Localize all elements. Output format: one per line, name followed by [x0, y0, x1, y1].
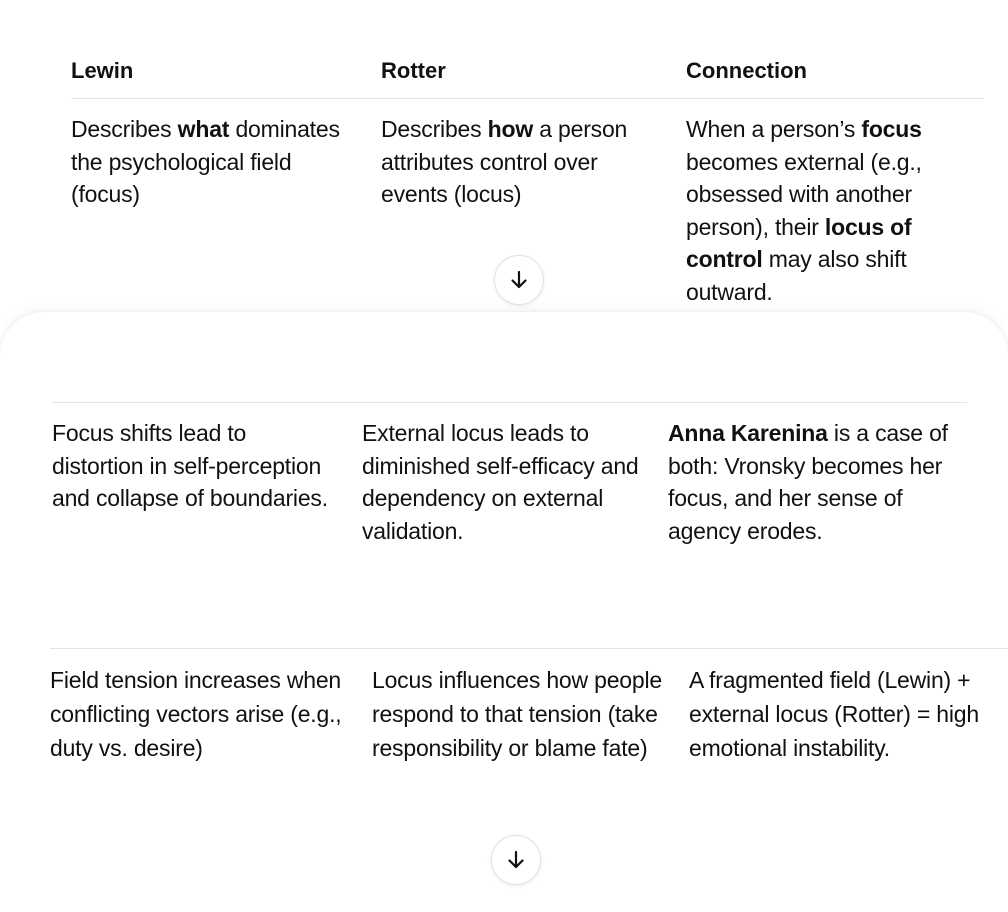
table-cell-connection-row3: A fragmented field (Lewin) + external locus (Rotter) = high emotional instability. [689, 667, 979, 761]
row-divider [50, 648, 1008, 649]
arrow-down-icon [508, 269, 530, 291]
row-divider [52, 402, 967, 403]
table-cell-lewin-row1: Describes what dominates the psychological field (focus) [71, 116, 340, 207]
table-cell-rotter-row1: Describes how a person attributes control over events (locus) [381, 116, 628, 207]
column-header-rotter: Rotter [381, 58, 446, 83]
scroll-down-button[interactable] [491, 835, 541, 885]
table-cell-rotter-row3: Locus influences how people respond to that tension (take responsibility or blame fate) [372, 667, 662, 761]
arrow-down-icon [505, 849, 527, 871]
scroll-down-button[interactable] [494, 255, 544, 305]
table-cell-lewin-row3: Field tension increases when conflicting vectors arise (e.g., duty vs. desire) [50, 667, 342, 761]
table-cell-connection-row1: When a person’s focus becomes external (e.g., obsessed with another person), their locus of control may also shift outward. [686, 116, 922, 305]
column-header-lewin: Lewin [71, 58, 134, 83]
table-cell-connection-row2: Anna Karenina is a case of both: Vronsky becomes her focus, and her sense of agency erodes. [668, 420, 948, 544]
table-cell-lewin-row2: Focus shifts lead to distortion in self-perception and collapse of boundaries. [52, 420, 328, 511]
column-header-connection: Connection [686, 58, 807, 83]
header-divider [71, 98, 984, 99]
table-cell-rotter-row2: External locus leads to diminished self-efficacy and dependency on external validation. [362, 420, 639, 544]
